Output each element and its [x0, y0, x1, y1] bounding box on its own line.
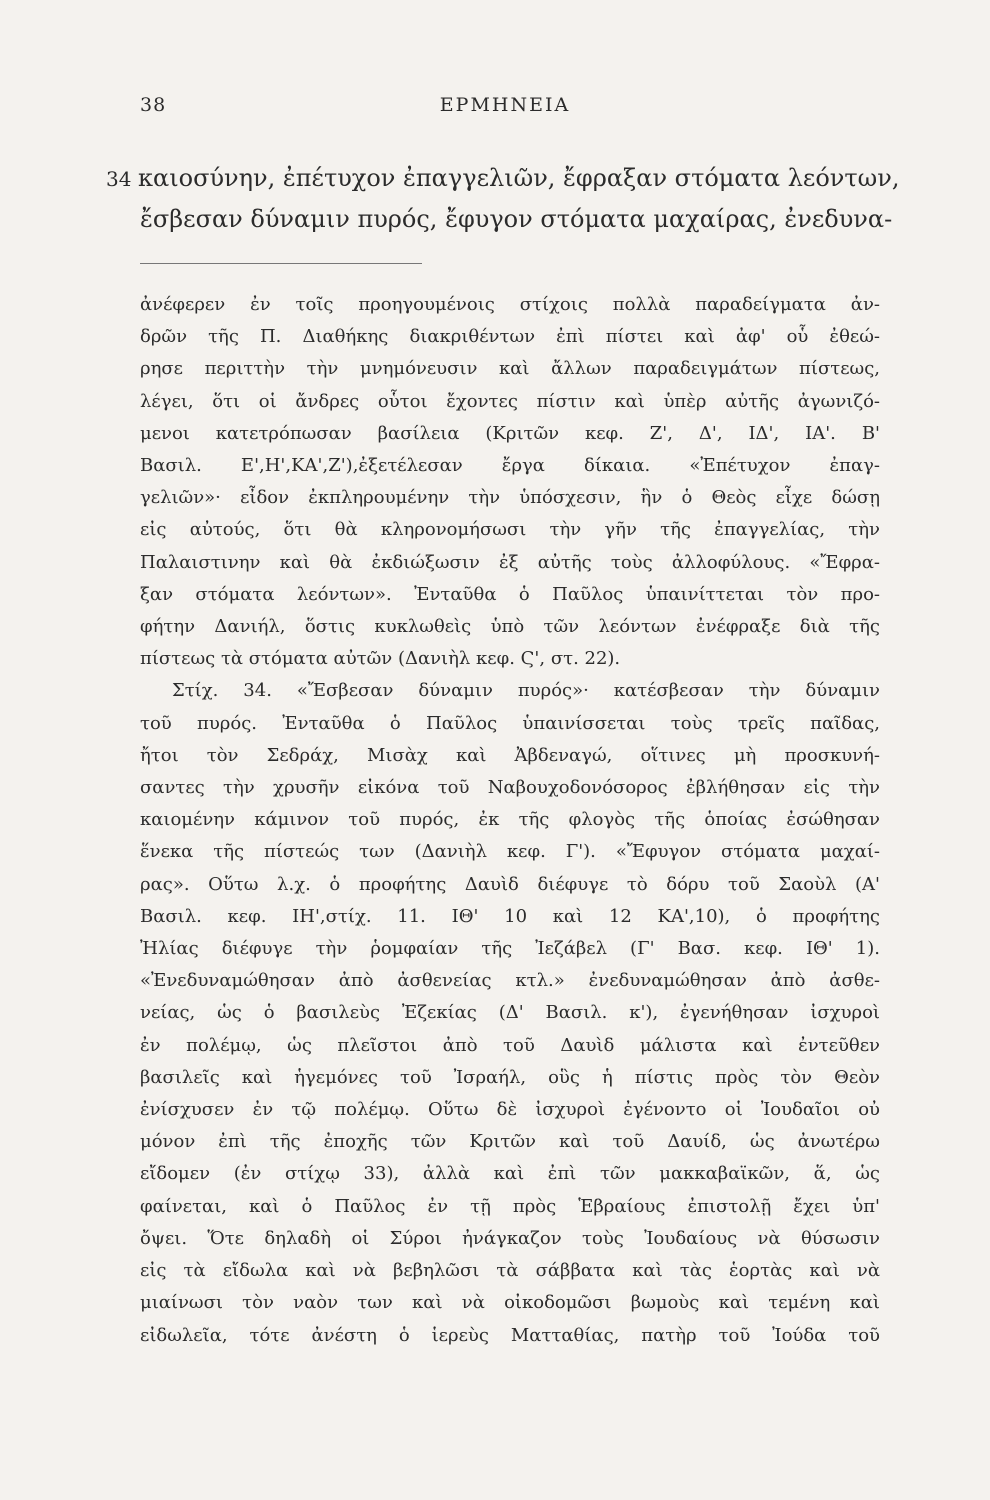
footnote-divider [140, 263, 422, 264]
commentary-line: Στίχ. 34. «Ἔσβεσαν δύναμιν πυρός»· κατέσβεσαν τὴν δύναμιν [172, 680, 880, 702]
commentary-line: φήτην Δανιήλ, ὅστις κυκλωθεὶς ὑπὸ τῶν λεόντων ἐνέφραξε διὰ τῆς [140, 616, 880, 638]
commentary-line: ἕνεκα τῆς πίστεώς των (Δανιὴλ κεφ. Γ'). «Ἔφυγον στόματα μαχαί- [140, 841, 880, 863]
commentary-line: μόνον ἐπὶ τῆς ἐποχῆς τῶν Κριτῶν καὶ τοῦ Δαυίδ, ὡς ἀνωτέρω [140, 1131, 880, 1153]
commentary-line: δρῶν τῆς Π. Διαθήκης διακριθέντων ἐπὶ πίστει καὶ ἀφ' οὗ ἐθεώ- [140, 326, 880, 348]
commentary-line: μιαίνωσι τὸν ναὸν των καὶ νὰ οἰκοδομῶσι βωμοὺς καὶ τεμένη καὶ [140, 1292, 880, 1314]
commentary-line: ρησε περιττὴν τὴν μνημόνευσιν καὶ ἄλλων παραδειγμάτων πίστεως, [140, 358, 880, 380]
commentary-line: βασιλεῖς καὶ ἡγεμόνες τοῦ Ἰσραήλ, οὓς ἡ πίστις πρὸς τὸν Θεὸν [140, 1066, 880, 1088]
page-number: 38 [140, 94, 167, 116]
commentary-line: Βασιλ. Ε',Η',ΚΑ',Ζ'),ἐξετέλεσαν ἔργα δίκαια. «Ἐπέτυχον ἐπαγ- [140, 455, 880, 477]
commentary-line: Βασιλ. κεφ. ΙΗ',στίχ. 11. ΙΘ' 10 καὶ 12 ΚΑ',10), ὁ προφήτης [140, 905, 880, 927]
commentary-line: ἐν πολέμῳ, ὡς πλεῖστοι ἀπὸ τοῦ Δαυὶδ μάλιστα καὶ ἐντεῦθεν [140, 1034, 880, 1056]
scripture-line [106, 158, 900, 199]
commentary-line: γελιῶν»· εἶδον ἐκπληρουμένην τὴν ὑπόσχεσιν, ἣν ὁ Θεὸς εἶχε δώσῃ [140, 487, 880, 509]
commentary-line: πίστεως τὰ στόματα αὐτῶν (Δανιὴλ κεφ. Ϛ', στ. 22). [140, 648, 621, 670]
commentary-line: εἰς αὐτούς, ὅτι θὰ κληρονομήσωσι τὴν γῆν τῆς ἐπαγγελίας, τὴν [140, 519, 880, 541]
commentary-line: καιομένην κάμινον τοῦ πυρός, ἐκ τῆς φλογὸς τῆς ὁποίας ἐσώθησαν [140, 809, 880, 831]
scripture-text [106, 158, 900, 239]
commentary-line: μενοι κατετρόπωσαν βασίλεια (Κριτῶν κεφ. Ζ', Δ', ΙΔ', ΙΑ'. Β' [140, 422, 880, 444]
commentary-line: ὄψει. Ὅτε δηλαδὴ οἱ Σύροι ἠνάγκαζον τοὺς Ἰουδαίους νὰ θύσωσιν [140, 1227, 880, 1249]
commentary-line: εἴδομεν (ἐν στίχῳ 33), ἀλλὰ καὶ ἐπὶ τῶν μακκαβαϊκῶν, ἅ, ὡς [140, 1163, 880, 1185]
page-header [140, 94, 870, 124]
scripture-line-text: ἔσβεσαν δύναμιν πυρός, ἔφυγον στόματα μαχαίρας, ἐνεδυνα- [140, 205, 893, 233]
commentary-line: εἰδωλεῖα, τότε ἀνέστη ὁ ἱερεὺς Ματταθίας, πατὴρ τοῦ Ἰούδα τοῦ [140, 1324, 880, 1346]
commentary-line: φαίνεται, καὶ ὁ Παῦλος ἐν τῇ πρὸς Ἑβραίους ἐπιστολῇ ἔχει ὑπ' [140, 1195, 880, 1217]
scripture-line [140, 199, 893, 239]
commentary-line: ἐνίσχυσεν ἐν τῷ πολέμῳ. Οὕτω δὲ ἰσχυροὶ ἐγένοντο οἱ Ἰουδαῖοι οὐ [140, 1099, 880, 1121]
commentary-line: τοῦ πυρός. Ἐνταῦθα ὁ Παῦλος ὑπαινίσσεται τοὺς τρεῖς παῖδας, [140, 712, 880, 734]
commentary-text [140, 289, 880, 1352]
commentary-line: ἤτοι τὸν Σεδράχ, Μισὰχ καὶ Ἀβδεναγώ, οἵτινες μὴ προσκυνή- [140, 744, 880, 766]
commentary-line: Ἠλίας διέφυγε τὴν ῥομφαίαν τῆς Ἰεζάβελ (Γ' Βασ. κεφ. ΙΘ' 1). [140, 938, 880, 960]
commentary-line: εἰς τὰ εἴδωλα καὶ νὰ βεβηλῶσι τὰ σάββατα καὶ τὰς ἑορτὰς καὶ νὰ [140, 1260, 880, 1282]
commentary-line: ἀνέφερεν ἐν τοῖς προηγουμένοις στίχοις πολλὰ παραδείγματα ἀν- [140, 294, 880, 315]
commentary-line: νείας, ὡς ὁ βασιλεὺς Ἐζεκίας (Δ' Βασιλ. κ'), ἐγενήθησαν ἰσχυροὶ [140, 1002, 880, 1024]
commentary-line: σαντες τὴν χρυσῆν εἰκόνα τοῦ Ναβουχοδονόσορος ἐβλήθησαν εἰς τὴν [140, 777, 880, 799]
running-title: ΕΡΜΗΝΕΙΑ [439, 94, 571, 116]
commentary-line: ξαν στόματα λεόντων». Ἐνταῦθα ὁ Παῦλος ὑπαινίττεται τὸν προ- [140, 583, 880, 605]
commentary-line: λέγει, ὅτι οἱ ἄνδρες οὗτοι ἔχοντες πίστιν καὶ ὑπὲρ αὐτῆς ἀγωνιζό- [140, 390, 880, 412]
commentary-line: «Ἐνεδυναμώθησαν ἀπὸ ἀσθενείας κτλ.» ἐνεδυναμώθησαν ἀπὸ ἀσθε- [140, 970, 880, 992]
commentary-line: ρας». Οὕτω λ.χ. ὁ προφήτης Δαυὶδ διέφυγε τὸ δόρυ τοῦ Σαοὺλ (Α' [140, 873, 880, 895]
verse-number: 34 [106, 167, 132, 191]
scripture-line-text: καιοσύνην, ἐπέτυχον ἐπαγγελιῶν, ἔφραξαν στόματα λεόντων, [138, 164, 900, 192]
commentary-line: Παλαιστινην καὶ θὰ ἐκδιώξωσιν ἐξ αὐτῆς τοὺς ἀλλοφύλους. «Ἔφρα- [140, 551, 880, 573]
